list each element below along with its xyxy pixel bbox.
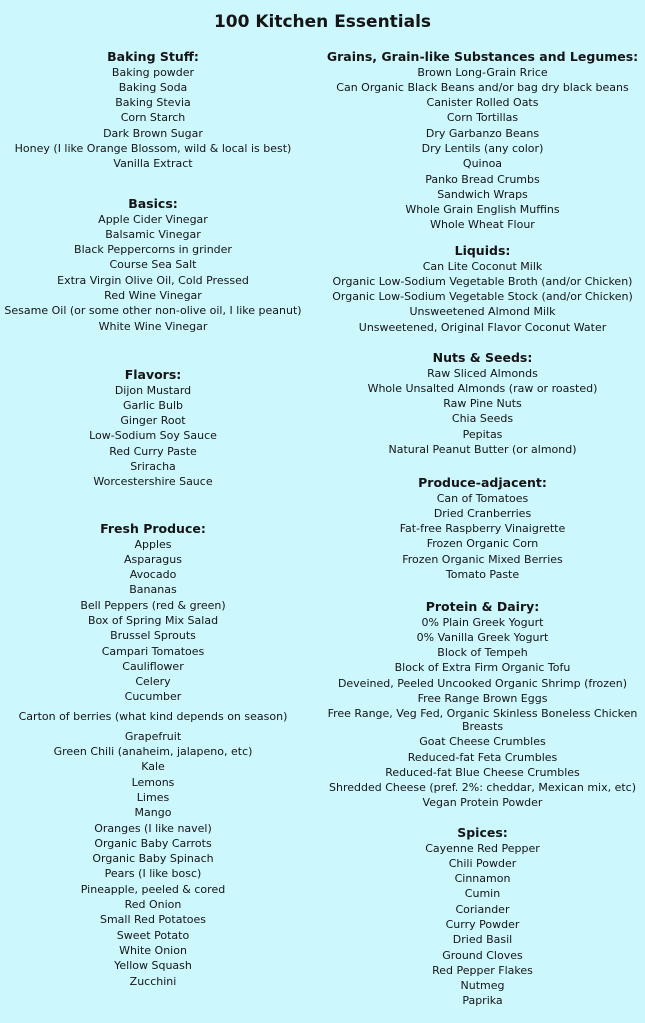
list-item: Sriracha xyxy=(130,459,176,473)
list-item: White Wine Vinegar xyxy=(98,319,208,333)
list-item: Unsweetened, Original Flavor Coconut Water xyxy=(358,320,607,334)
list-item: Dried Basil xyxy=(452,933,513,947)
list-item: Block of Tempeh xyxy=(437,646,528,660)
list-item: Dried Cranberries xyxy=(433,506,532,520)
list-item: Small Red Potatoes xyxy=(99,913,206,927)
list-item: Pears (I like bosc) xyxy=(104,867,202,881)
list-item: Bell Peppers (red & green) xyxy=(80,598,226,612)
section-heading: Baking Stuff: xyxy=(107,49,199,64)
list-item: Pineapple, peeled & cored xyxy=(80,882,226,896)
item-list xyxy=(0,212,306,334)
list-item: Extra Virgin Olive Oil, Cold Pressed xyxy=(57,273,249,287)
list-item: Shredded Cheese (pref. 2%: cheddar, Mexican mix, etc) xyxy=(328,781,637,795)
list-item: Raw Pine Nuts xyxy=(443,397,522,411)
list-item: Organic Baby Carrots xyxy=(94,836,212,850)
list-item: Ground Cloves xyxy=(442,948,523,962)
list-item: Worcestershire Sauce xyxy=(93,475,213,489)
list-item: Quinoa xyxy=(462,157,503,171)
section-heading: Spices: xyxy=(457,825,508,840)
list-item: Baking Stevia xyxy=(115,96,191,110)
list-item: Green Chili (anaheim, jalapeno, etc) xyxy=(53,745,253,759)
list-item: Dijon Mustard xyxy=(114,383,192,397)
list-item: Low-Sodium Soy Sauce xyxy=(89,429,217,443)
list-item: Organic Low-Sodium Vegetable Stock (and/or Chicken) xyxy=(332,290,633,304)
section-heading: Basics: xyxy=(128,196,178,211)
list-item: Free Range, Veg Fed, Organic Skinless Boneless Chicken Breasts xyxy=(327,707,638,733)
list-item: Campari Tomatoes xyxy=(101,644,205,658)
list-item: Can Lite Coconut Milk xyxy=(422,259,543,273)
list-item: Celery xyxy=(135,675,171,689)
list-item: Limes xyxy=(136,790,170,804)
list-item: Cinnamon xyxy=(454,872,511,886)
list-item: Paprika xyxy=(462,994,503,1008)
list-item: Black Peppercorns in grinder xyxy=(74,243,232,257)
list-item: Bananas xyxy=(129,583,177,597)
list-item: Organic Baby Spinach xyxy=(92,852,214,866)
list-item: Tomato Paste xyxy=(445,567,520,581)
section-flavors xyxy=(0,367,306,490)
list-item: Dark Brown Sugar xyxy=(103,126,203,140)
list-item: Raw Sliced Almonds xyxy=(427,366,538,380)
list-item: Cauliflower xyxy=(122,659,184,673)
list-item: Course Sea Salt xyxy=(109,258,197,272)
list-item: Red Curry Paste xyxy=(109,444,197,458)
list-item: Can Organic Black Beans and/or bag dry black beans xyxy=(336,80,629,94)
section-baking-stuff xyxy=(0,49,306,172)
list-item: Sesame Oil (or some other non-olive oil, I like peanut) xyxy=(4,304,302,318)
list-item: Frozen Organic Corn xyxy=(426,537,539,551)
item-list xyxy=(320,841,645,1009)
list-item: Corn Starch xyxy=(120,111,186,125)
list-item: Baking powder xyxy=(111,65,195,79)
list-item: Brown Long-Grain Rrice xyxy=(417,65,548,79)
list-item: Coriander xyxy=(455,902,510,916)
list-item: Garlic Bulb xyxy=(122,398,183,412)
list-item: Pepitas xyxy=(462,427,503,441)
list-item: Brussel Sprouts xyxy=(110,629,196,643)
list-item: 0% Plain Greek Yogurt xyxy=(421,615,544,629)
list-item: Frozen Organic Mixed Berries xyxy=(402,552,563,566)
list-item: Dry Garbanzo Beans xyxy=(425,126,540,140)
list-item: Chili Powder xyxy=(448,856,517,870)
list-item: Block of Extra Firm Organic Tofu xyxy=(394,661,571,675)
section-grains xyxy=(320,49,645,233)
list-item: Cayenne Red Pepper xyxy=(425,841,540,855)
list-item: Apple Cider Vinegar xyxy=(98,212,208,226)
list-item: Fat-free Raspberry Vinaigrette xyxy=(399,522,566,536)
list-item: Natural Peanut Butter (or almond) xyxy=(388,442,577,456)
section-liquids xyxy=(320,243,645,335)
item-list xyxy=(0,537,306,989)
list-item: Curry Powder xyxy=(445,917,520,931)
list-item: Dry Lentils (any color) xyxy=(421,141,544,155)
item-list xyxy=(320,259,645,335)
section-produce-adjacent xyxy=(320,475,645,582)
list-item: Avocado xyxy=(129,568,177,582)
list-item: Organic Low-Sodium Vegetable Broth (and/or Chicken) xyxy=(332,274,633,288)
list-item: Chia Seeds xyxy=(451,412,514,426)
item-list xyxy=(320,491,645,583)
list-item: Mango xyxy=(134,806,172,820)
item-list xyxy=(0,65,306,172)
section-heading: Grains, Grain-like Substances and Legumes: xyxy=(326,49,639,64)
list-item: White Onion xyxy=(119,943,187,957)
list-item: Red Onion xyxy=(124,898,182,912)
list-item: Apples xyxy=(134,537,172,551)
list-item: Zucchini xyxy=(129,974,177,988)
section-nuts-seeds xyxy=(320,350,645,457)
list-item: Cucumber xyxy=(124,690,182,704)
list-item: Ginger Root xyxy=(120,414,186,428)
list-item: Sweet Potato xyxy=(116,928,190,942)
section-heading: Protein & Dairy: xyxy=(425,599,540,614)
list-item: Can of Tomatoes xyxy=(436,491,529,505)
list-item: Kale xyxy=(141,760,165,774)
list-item: Unsweetened Almond Milk xyxy=(409,305,556,319)
list-item: Goat Cheese Crumbles xyxy=(419,735,546,749)
list-item: Canister Rolled Oats xyxy=(426,96,539,110)
item-list xyxy=(0,383,306,490)
list-item: Free Range Brown Eggs xyxy=(417,691,548,705)
section-heading: Flavors: xyxy=(124,367,182,382)
list-item: Lemons xyxy=(131,775,175,789)
section-heading: Liquids: xyxy=(454,243,511,258)
list-item: Corn Tortillas xyxy=(446,111,519,125)
list-item: Whole Grain English Muffins xyxy=(405,203,560,217)
list-item: Honey (I like Orange Blossom, wild & local is best) xyxy=(14,141,292,155)
list-item: Oranges (I like navel) xyxy=(94,821,212,835)
list-item: Reduced-fat Feta Crumbles xyxy=(407,750,558,764)
list-item: Reduced-fat Blue Cheese Crumbles xyxy=(385,765,580,779)
page-title: 100 Kitchen Essentials xyxy=(213,12,432,32)
list-item: Whole Wheat Flour xyxy=(430,218,535,232)
item-list xyxy=(320,65,645,233)
section-heading: Nuts & Seeds: xyxy=(432,350,533,365)
list-item: Vegan Protein Powder xyxy=(422,796,543,810)
item-list xyxy=(320,366,645,458)
list-item: Whole Unsalted Almonds (raw or roasted) xyxy=(367,381,598,395)
list-item: Nutmeg xyxy=(460,979,505,993)
list-item: Red Pepper Flakes xyxy=(432,963,533,977)
item-list xyxy=(320,615,645,811)
section-heading: Fresh Produce: xyxy=(100,521,206,536)
list-item: Baking Soda xyxy=(118,80,188,94)
list-item: Balsamic Vinegar xyxy=(105,227,201,241)
list-item: Red Wine Vinegar xyxy=(104,288,202,302)
section-protein-dairy xyxy=(320,599,645,811)
section-basics xyxy=(0,196,306,334)
list-item: Asparagus xyxy=(124,552,182,566)
list-item: Deveined, Peeled Uncooked Organic Shrimp (frozen) xyxy=(337,676,628,690)
section-spices xyxy=(320,825,645,1009)
list-item: Yellow Squash xyxy=(114,959,192,973)
list-item: Panko Bread Crumbs xyxy=(425,172,540,186)
list-item: Sandwich Wraps xyxy=(437,187,528,201)
list-item: Carton of berries (what kind depends on season) xyxy=(18,709,288,723)
section-fresh-produce xyxy=(0,521,306,989)
list-item: Grapefruit xyxy=(124,729,182,743)
section-heading: Produce-adjacent: xyxy=(418,475,547,490)
list-item: Cumin xyxy=(464,887,501,901)
list-item: Box of Spring Mix Salad xyxy=(87,613,219,627)
list-item: Vanilla Extract xyxy=(113,157,193,171)
list-item: 0% Vanilla Greek Yogurt xyxy=(416,630,549,644)
